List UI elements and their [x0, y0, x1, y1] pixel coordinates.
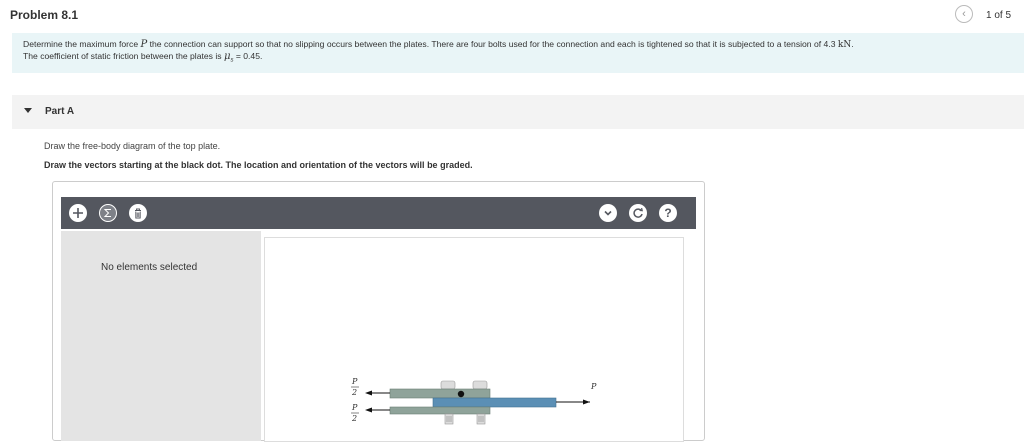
arrowhead-right	[583, 400, 590, 405]
arrowhead-left-bottom	[365, 408, 372, 413]
sigma-icon	[103, 208, 113, 218]
delete-button[interactable]	[129, 204, 147, 222]
arrowhead-left-top	[365, 391, 372, 396]
force-symbol: P	[140, 39, 148, 50]
problem-statement	[12, 33, 1024, 73]
vector-drawing-tool	[52, 181, 705, 441]
part-a-header[interactable]	[12, 95, 1024, 129]
trash-icon	[133, 208, 143, 219]
bolt-head	[441, 381, 455, 389]
chevron-down-icon	[603, 209, 613, 217]
instruction-vectors: Draw the vectors starting at the black dot. The location and orientation of the vectors will be graded.	[44, 160, 473, 170]
tool-toolbar	[61, 197, 696, 229]
sum-button[interactable]	[99, 204, 117, 222]
statement-text-2: the connection can support so that no slipping occurs between the plates. There are four bolts used for the connection and each is tightened so that it is subjected to a tension of 4.3	[147, 39, 838, 49]
reset-button[interactable]	[629, 204, 647, 222]
reset-icon	[632, 207, 644, 219]
bolt-head	[473, 381, 487, 389]
add-vector-button[interactable]	[69, 204, 87, 222]
plus-icon	[72, 207, 84, 219]
half-force-denominator-top: 2	[352, 388, 358, 397]
previous-problem-button[interactable]	[955, 5, 973, 23]
statement-text-4: = 0.45.	[233, 51, 263, 61]
help-button[interactable]	[659, 204, 677, 222]
bolted-plates-diagram	[265, 238, 683, 441]
origin-dot[interactable]	[458, 391, 464, 397]
question-icon: ?	[664, 206, 672, 220]
half-force-numerator-top: P	[352, 377, 358, 386]
part-label: Part A	[45, 106, 75, 117]
statement-text-3: The coefficient of static friction between the plates is	[23, 51, 224, 61]
statement-text-1: Determine the maximum force	[23, 39, 141, 49]
mu-symbol: μ	[223, 51, 231, 62]
caret-down-icon	[24, 108, 32, 113]
drawing-canvas[interactable]	[264, 237, 684, 442]
bottom-plate	[433, 398, 556, 407]
no-selection-text: No elements selected	[101, 262, 198, 273]
options-dropdown-button[interactable]	[599, 204, 617, 222]
problem-title: Problem 8.1	[10, 8, 79, 22]
statement-period: .	[851, 39, 854, 49]
lower-plate	[390, 407, 490, 414]
unit-kn: kN	[837, 40, 852, 50]
top-plate	[390, 389, 490, 398]
mu-subscript: s	[230, 57, 234, 64]
instruction-fbd: Draw the free-body diagram of the top plate.	[44, 141, 221, 151]
top-bar	[0, 0, 1024, 32]
selection-panel	[61, 231, 261, 441]
half-force-numerator-bottom: P	[352, 403, 358, 412]
page-count: 1 of 5	[986, 10, 1012, 21]
chevron-left-icon: ‹	[962, 8, 966, 20]
force-label-p: P	[591, 382, 597, 391]
half-force-denominator-bottom: 2	[352, 414, 358, 423]
